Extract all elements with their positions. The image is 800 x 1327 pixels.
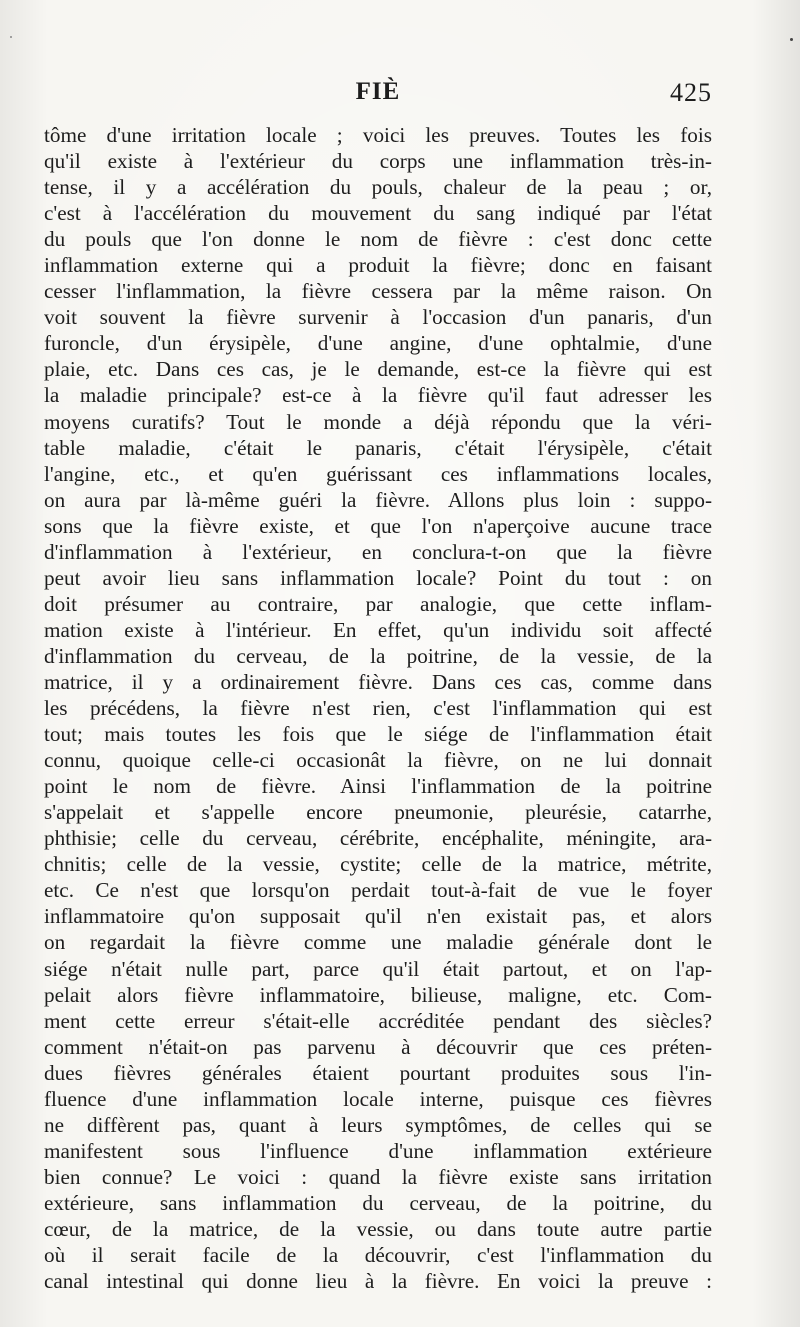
- text-line: connu, quoique celle-ci occasionât la fièvre, on ne lui donnait: [44, 748, 712, 773]
- text-line: ment cette erreur s'était-elle accréditée pendant des siècles?: [44, 1008, 712, 1033]
- text-line: du pouls que l'on donne le nom de fièvre : c'est donc cette: [44, 227, 712, 252]
- running-head: FIÈ: [355, 78, 401, 105]
- text-line: d'inflammation du cerveau, de la poitrine, de la vessie, de la: [44, 643, 712, 668]
- text-line: bien connue? Le voici : quand la fièvre existe sans irritation: [44, 1164, 712, 1189]
- text-line: cœur, de la matrice, de la vessie, ou dans toute autre partie: [44, 1216, 712, 1241]
- text-line: sons que la fièvre existe, et que l'on n'aperçoive aucune trace: [44, 513, 712, 538]
- ink-speck: [790, 38, 793, 41]
- text-line: manifestent sous l'influence d'une inflammation extérieure: [44, 1138, 712, 1163]
- text-line: inflammatoire qu'on supposait qu'il n'en existait pas, et alors: [44, 904, 712, 929]
- text-line: ne diffèrent pas, quant à leurs symptômes, de celles qui se: [44, 1112, 712, 1137]
- text-line: c'est à l'accélération du mouvement du sang indiqué par l'état: [44, 201, 712, 226]
- text-line: plaie, etc. Dans ces cas, je le demande, est-ce la fièvre qui est: [44, 357, 712, 382]
- text-line: table maladie, c'était le panaris, c'était l'érysipèle, c'était: [44, 435, 712, 460]
- text-line: siége n'était nulle part, parce qu'il était partout, et on l'ap-: [44, 956, 712, 981]
- text-line: cesser l'inflammation, la fièvre cessera par la même raison. On: [44, 279, 712, 304]
- text-line: qu'il existe à l'extérieur du corps une inflammation très-in-: [44, 149, 712, 174]
- page-header: [44, 78, 712, 114]
- ink-speck: [10, 36, 12, 38]
- text-line: les précédens, la fièvre n'est rien, c'est l'inflammation qui est: [44, 696, 712, 721]
- text-line: d'inflammation à l'extérieur, en conclura-t-on que la fièvre: [44, 539, 712, 564]
- text-line: où il serait facile de la découvrir, c'est l'inflammation du: [44, 1243, 712, 1268]
- text-line: voit souvent la fièvre survenir à l'occasion d'un panaris, d'un: [44, 305, 712, 330]
- text-line: extérieure, sans inflammation du cerveau, de la poitrine, du: [44, 1190, 712, 1215]
- text-line: doit présumer au contraire, par analogie, que cette inflam-: [44, 591, 712, 616]
- text-line: dues fièvres générales étaient pourtant produites sous l'in-: [44, 1060, 712, 1085]
- text-line: inflammation externe qui a produit la fièvre; donc en faisant: [44, 253, 712, 278]
- text-line: la maladie principale? est-ce à la fièvre qu'il faut adresser les: [44, 383, 712, 408]
- text-line: moyens curatifs? Tout le monde a déjà répondu que la véri-: [44, 409, 712, 434]
- text-line: tôme d'une irritation locale ; voici les preuves. Toutes les fois: [44, 123, 712, 147]
- text-line: tense, il y a accélération du pouls, chaleur de la peau ; or,: [44, 175, 712, 200]
- text-line: tout; mais toutes les fois que le siége de l'inflammation était: [44, 722, 712, 747]
- text-line: chnitis; celle de la vessie, cystite; celle de la matrice, métrite,: [44, 852, 712, 877]
- text-line: etc. Ce n'est que lorsqu'on perdait tout-à-fait de vue le foyer: [44, 878, 712, 903]
- text-line: canal intestinal qui donne lieu à la fièvre. En voici la preuve :: [44, 1269, 712, 1294]
- text-line: pelait alors fièvre inflammatoire, bilieuse, maligne, etc. Com-: [44, 982, 712, 1007]
- text-line: phthisie; celle du cerveau, cérébrite, encéphalite, méningite, ara-: [44, 826, 712, 851]
- text-line: comment n'était-on pas parvenu à découvrir que ces préten-: [44, 1034, 712, 1059]
- text-line: s'appelait et s'appelle encore pneumonie, pleurésie, catarrhe,: [44, 800, 712, 825]
- text-line: matrice, il y a ordinairement fièvre. Dans ces cas, comme dans: [44, 669, 712, 694]
- text-line: mation existe à l'intérieur. En effet, qu'un individu soit affecté: [44, 617, 712, 642]
- text-line: l'angine, etc., et qu'en guérissant ces inflammations locales,: [44, 461, 712, 486]
- text-line: on aura par là-même guéri la fièvre. Allons plus loin : suppo-: [44, 487, 712, 512]
- text-line: fluence d'une inflammation locale interne, puisque ces fièvres: [44, 1086, 712, 1111]
- text-line: on regardait la fièvre comme une maladie générale dont le: [44, 930, 712, 955]
- text-line: peut avoir lieu sans inflammation locale? Point du tout : on: [44, 565, 712, 590]
- text-line: point le nom de fièvre. Ainsi l'inflammation de la poitrine: [44, 774, 712, 799]
- body-text: [44, 122, 712, 1294]
- text-line: furoncle, d'un érysipèle, d'une angine, d'une ophtalmie, d'une: [44, 331, 712, 356]
- page-number: 425: [670, 78, 712, 107]
